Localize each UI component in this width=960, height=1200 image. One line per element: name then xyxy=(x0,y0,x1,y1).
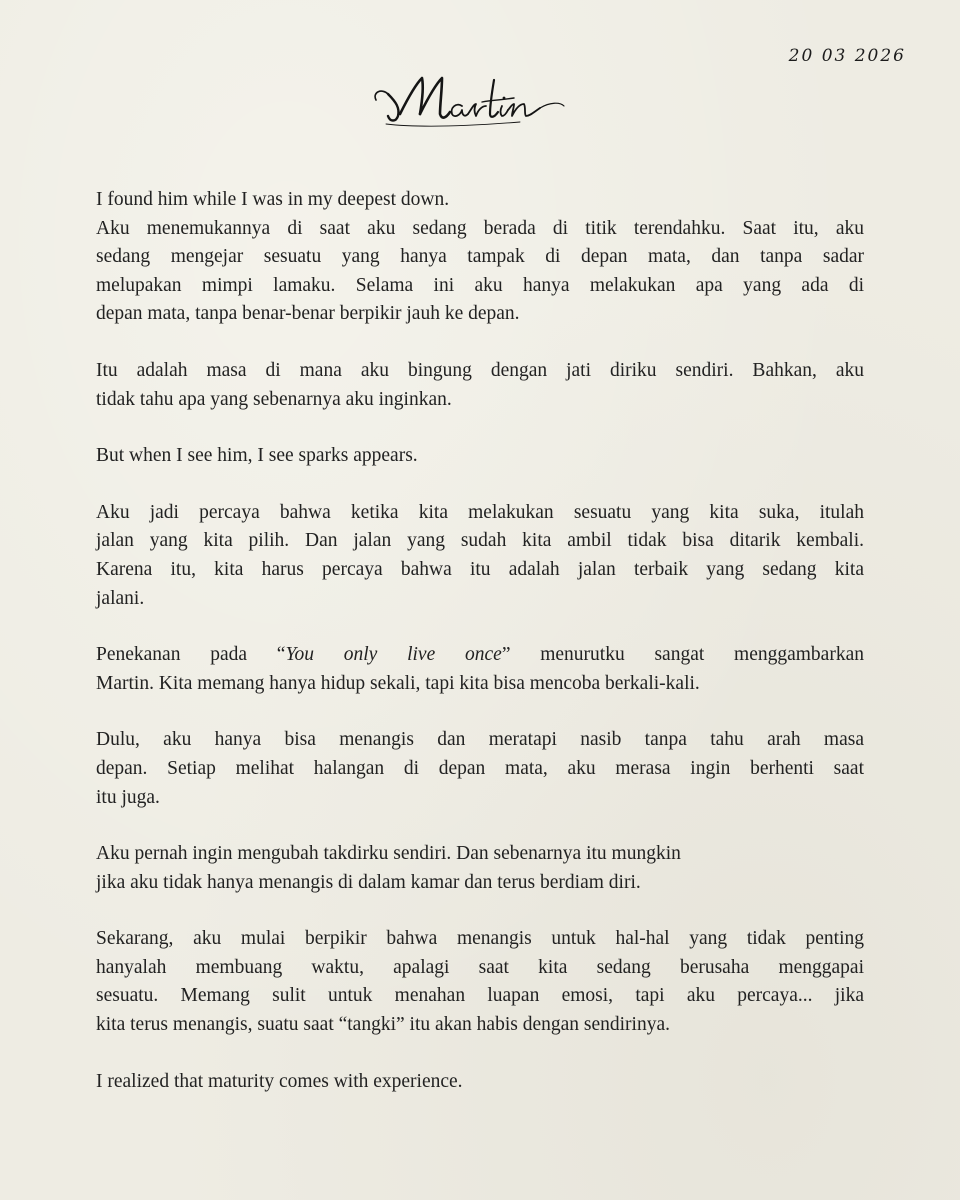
date-label: 20 03 2026 xyxy=(788,46,906,66)
text-line: Aku jadi percaya bahwa ketika kita melakukan sesuatu yang kita suka, itulah xyxy=(96,501,864,523)
paragraph-6 xyxy=(96,726,864,812)
text-line: Karena itu, kita harus percaya bahwa itu adalah jalan terbaik yang sedang kita xyxy=(96,558,864,580)
text-line: I realized that maturity comes with experience. xyxy=(96,1070,463,1092)
paragraph-8 xyxy=(96,925,864,1039)
text-line: sesuatu. Memang sulit untuk menahan luapan emosi, tapi aku percaya... jika xyxy=(96,985,864,1007)
text-line xyxy=(96,641,864,670)
text-line: tidak tahu apa yang sebenarnya aku inginkan. xyxy=(96,388,452,410)
paragraph-4 xyxy=(96,499,864,613)
text-line: hanyalah membuang waktu, apalagi saat kita sedang berusaha menggapai xyxy=(96,956,864,978)
paragraph-9 xyxy=(96,1068,864,1097)
text-line: I found him while I was in my deepest down. xyxy=(96,189,450,210)
text-line: depan mata, tanpa benar-benar berpikir jauh ke depan. xyxy=(96,303,520,325)
text-line: Martin. Kita memang hanya hidup sekali, tapi kita bisa mencoba berkali-kali. xyxy=(96,672,700,694)
text-line: Itu adalah masa di mana aku bingung dengan jati diriku sendiri. Bahkan, aku xyxy=(96,359,864,381)
paragraph-7 xyxy=(96,840,864,897)
text-line: melupakan mimpi lamaku. Selama ini aku hanya melakukan apa yang ada di xyxy=(96,274,864,296)
paragraph-1 xyxy=(96,186,864,329)
paragraph-5 xyxy=(96,641,864,698)
text-line: itu juga. xyxy=(96,786,160,808)
text-fragment: ” menurutku sangat menggambarkan xyxy=(501,644,864,666)
text-line: Dulu, aku hanya bisa menangis dan meratapi nasib tanpa tahu arah masa xyxy=(96,729,864,751)
martin-signature xyxy=(370,58,570,138)
text-line: depan. Setiap melihat halangan di depan mata, aku merasa ingin berhenti saat xyxy=(96,757,864,779)
paragraph-2 xyxy=(96,357,864,414)
letter-body xyxy=(96,186,864,1124)
text-line: sedang mengejar sesuatu yang hanya tampak di depan mata, dan tanpa sadar xyxy=(96,246,864,268)
text-line: Sekarang, aku mulai berpikir bahwa menangis untuk hal-hal yang tidak penting xyxy=(96,928,864,950)
paragraph-3 xyxy=(96,442,864,471)
text-line: jalani. xyxy=(96,587,145,609)
text-line: Aku pernah ingin mengubah takdirku sendiri. Dan sebenarnya itu mungkin xyxy=(96,843,681,865)
text-line: kita terus menangis, suatu saat “tangki” itu akan habis dengan sendirinya. xyxy=(96,1014,671,1036)
text-line: Aku menemukannya di saat aku sedang berada di titik terendahku. Saat itu, aku xyxy=(96,217,864,239)
text-line: But when I see him, I see sparks appears. xyxy=(96,445,418,467)
text-line: jika aku tidak hanya menangis di dalam kamar dan terus berdiam diri. xyxy=(96,871,641,893)
quote-emphasis: You only live once xyxy=(285,644,502,666)
text-fragment: Penekanan pada “ xyxy=(96,644,286,666)
text-line: jalan yang kita pilih. Dan jalan yang sudah kita ambil tidak bisa ditarik kembali. xyxy=(96,530,864,552)
